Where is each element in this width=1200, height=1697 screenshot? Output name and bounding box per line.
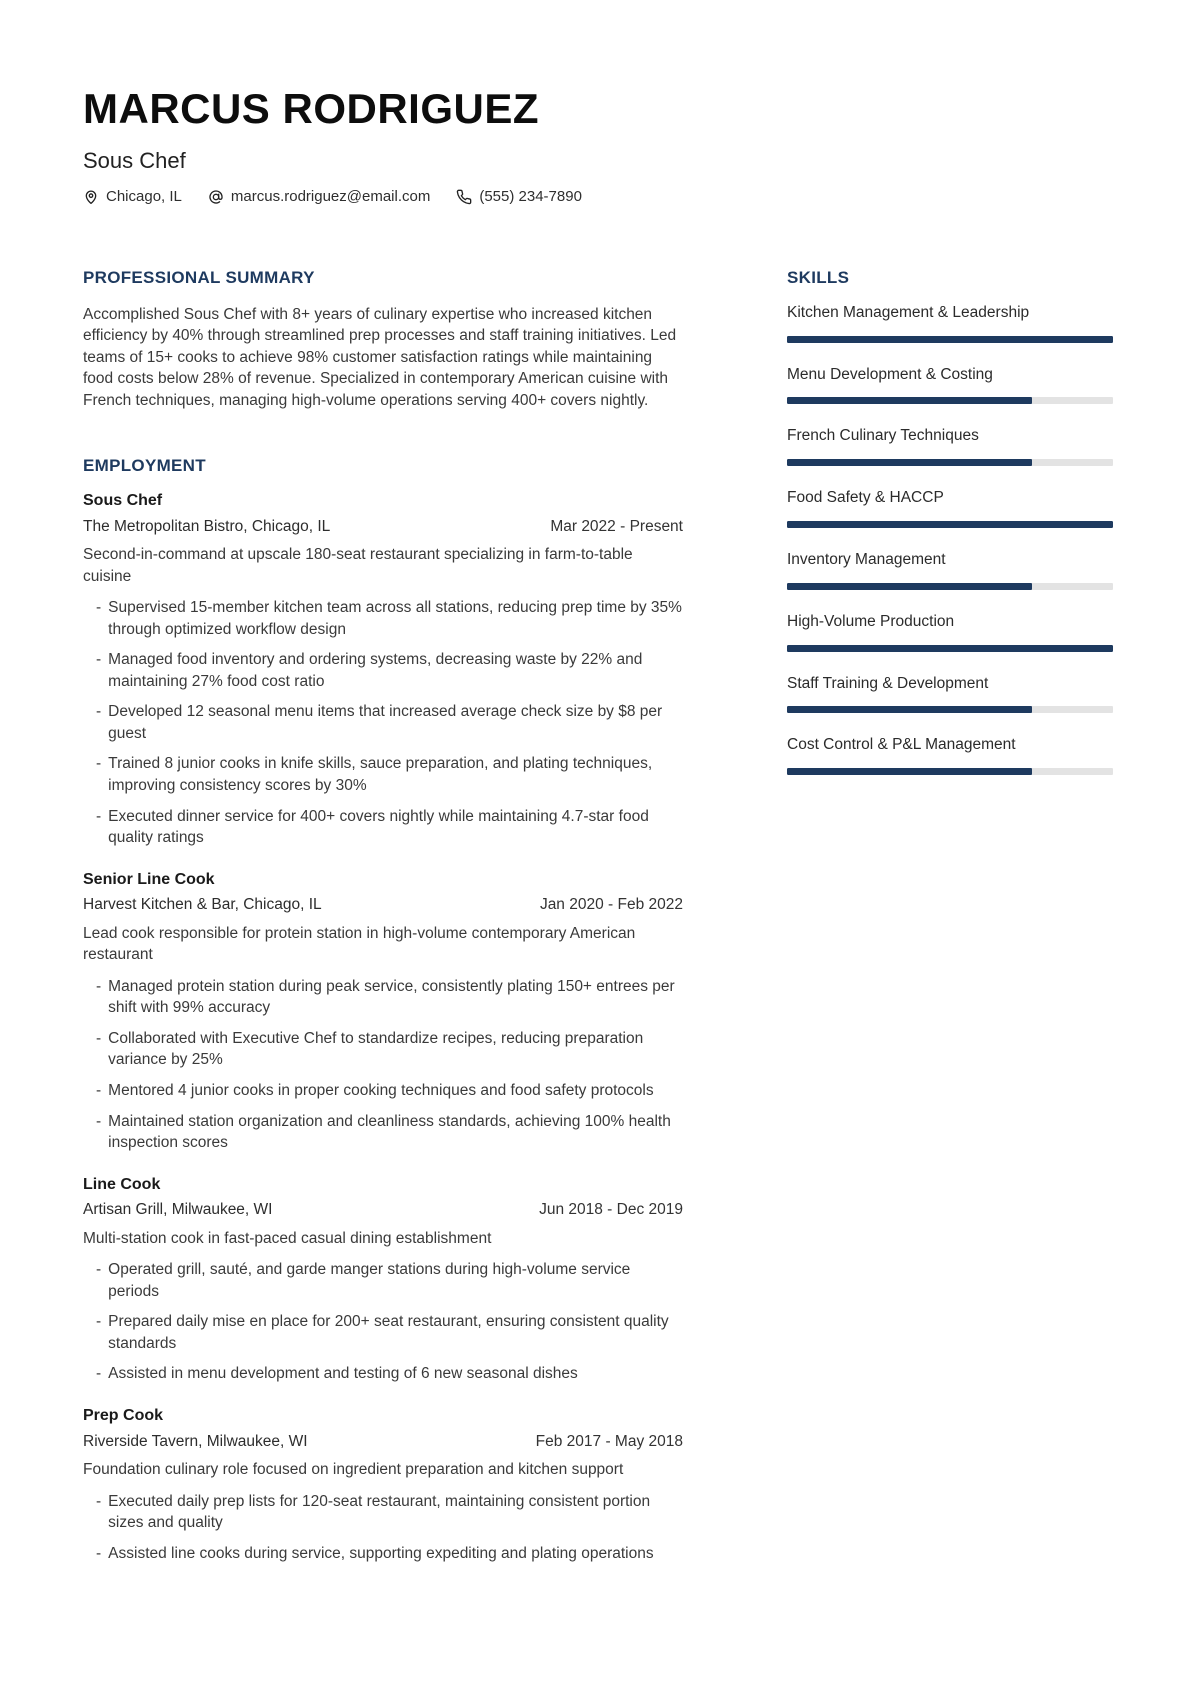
bullet-text: Assisted line cooks during service, supporting expediting and plating operations — [108, 1544, 654, 1562]
contact-location — [83, 188, 182, 205]
bullet-text: Developed 12 seasonal menu items that increased average check size by $8 per guest — [108, 703, 663, 742]
resume-header — [83, 85, 1113, 205]
job-bullet — [96, 1111, 683, 1154]
summary-heading: PROFESSIONAL SUMMARY — [83, 268, 315, 287]
contact-phone — [456, 188, 582, 205]
phone-icon — [456, 189, 472, 205]
bullet-dash: - — [96, 1365, 102, 1383]
employment-section — [83, 457, 683, 1564]
job-dates: Mar 2022 - Present — [550, 517, 683, 535]
skill-item — [787, 304, 1113, 343]
summary-text: Accomplished Sous Chef with 8+ years of culinary expertise who increased kitchen efficiency by 40% through streamlined prep processes and staff training initiatives. Led teams of 15+ cooks to achieve 98% customer satisfaction ratings while maintaining food costs below 28% of revenue. Specialized in contemporary American cuisine with French techniques, managing high-volume operations serving 400+ covers nightly. — [83, 305, 677, 409]
job-dates: Jun 2018 - Dec 2019 — [539, 1201, 683, 1219]
skills-list — [787, 304, 1113, 776]
skill-label: Kitchen Management & Leadership — [787, 303, 1030, 321]
candidate-title: Sous Chef — [83, 148, 186, 173]
employment-heading: EMPLOYMENT — [83, 456, 206, 476]
skill-bar-fill — [787, 645, 1113, 652]
bullet-text: Managed food inventory and ordering systems, decreasing waste by 22% and maintaining 27% food cost ratio — [108, 651, 643, 690]
job-bullet — [96, 1311, 683, 1354]
job-bullet-list — [83, 976, 683, 1154]
skill-bar-track — [787, 583, 1113, 590]
skill-item — [787, 736, 1113, 775]
job-bullet — [96, 1543, 683, 1565]
job-bullet — [96, 701, 683, 744]
bullet-text: Supervised 15-member kitchen team across all stations, reducing prep time by 35% through optimized workflow design — [108, 599, 682, 638]
job-meta-row — [83, 896, 683, 915]
skill-bar-track — [787, 336, 1113, 343]
bullet-dash: - — [96, 703, 102, 721]
skill-item — [787, 366, 1113, 405]
skill-bar-track — [787, 706, 1113, 713]
bullet-dash: - — [96, 755, 102, 773]
job-dates: Feb 2017 - May 2018 — [535, 1432, 683, 1450]
job-description: Foundation culinary role focused on ingredient preparation and kitchen support — [83, 1461, 624, 1479]
bullet-dash: - — [96, 1492, 102, 1510]
contact-phone-text: (555) 234-7890 — [479, 188, 582, 205]
bullet-text: Maintained station organization and cleanliness standards, achieving 100% health inspection scores — [108, 1112, 671, 1152]
skill-bar-track — [787, 397, 1113, 404]
job-entry — [83, 1407, 683, 1564]
job-entry — [83, 1176, 683, 1385]
job-entry — [83, 871, 683, 1154]
contact-email-text: marcus.rodriguez@email.com — [230, 188, 431, 205]
location-pin-icon — [83, 189, 99, 205]
contact-location-text: Chicago, IL — [106, 188, 182, 205]
job-title: Line Cook — [83, 1175, 161, 1193]
content-columns — [83, 269, 1113, 1564]
job-title: Sous Chef — [83, 492, 163, 510]
job-bullet-list — [83, 597, 683, 848]
skill-item — [787, 489, 1113, 528]
jobs-list — [83, 492, 683, 1564]
job-bullet — [96, 806, 683, 849]
skill-bar-track — [787, 768, 1113, 775]
contact-row — [83, 188, 1113, 205]
bullet-dash: - — [96, 1081, 102, 1099]
bullet-dash: - — [96, 1112, 102, 1130]
bullet-text: Collaborated with Executive Chef to standardize recipes, reducing preparation variance by 25% — [108, 1029, 644, 1069]
summary-section — [83, 269, 683, 411]
skill-item — [787, 613, 1113, 652]
skill-label: Food Safety & HACCP — [787, 489, 944, 507]
contact-email — [208, 188, 430, 205]
job-dates: Jan 2020 - Feb 2022 — [539, 896, 683, 914]
job-company: Harvest Kitchen & Bar, Chicago, IL — [83, 896, 322, 914]
main-column — [83, 269, 683, 1564]
bullet-dash: - — [96, 599, 102, 617]
skill-label: Menu Development & Costing — [787, 365, 993, 383]
bullet-dash: - — [96, 1544, 102, 1562]
job-company: The Metropolitan Bistro, Chicago, IL — [83, 517, 331, 535]
skill-bar-fill — [787, 336, 1113, 343]
job-bullet — [96, 1491, 683, 1534]
job-bullet — [96, 649, 683, 692]
skill-bar-fill — [787, 706, 1032, 713]
job-entry — [83, 492, 683, 849]
skill-bar-fill — [787, 459, 1032, 466]
job-description: Multi-station cook in fast-paced casual dining establishment — [83, 1229, 492, 1247]
skill-label: Inventory Management — [787, 550, 946, 568]
job-bullet — [96, 976, 683, 1019]
at-sign-icon — [208, 189, 224, 205]
job-company: Artisan Grill, Milwaukee, WI — [83, 1201, 273, 1219]
bullet-dash: - — [96, 807, 102, 825]
skill-bar-fill — [787, 397, 1032, 404]
job-bullet — [96, 1259, 683, 1302]
job-bullet — [96, 1363, 683, 1385]
candidate-name: MARCUS RODRIGUEZ — [83, 85, 539, 132]
bullet-dash: - — [96, 1029, 102, 1047]
skill-bar-fill — [787, 583, 1032, 590]
bullet-dash: - — [96, 651, 102, 669]
bullet-text: Executed daily prep lists for 120-seat restaurant, maintaining consistent portion sizes and quality — [108, 1492, 651, 1532]
bullet-dash: - — [96, 977, 102, 995]
job-bullet — [96, 597, 683, 640]
bullet-text: Mentored 4 junior cooks in proper cooking techniques and food safety protocols — [108, 1081, 654, 1099]
job-bullet — [96, 1028, 683, 1071]
job-description: Lead cook responsible for protein station in high-volume contemporary American restaurant — [83, 924, 636, 964]
bullet-text: Executed dinner service for 400+ covers nightly while maintaining 4.7-star food quality ratings — [108, 807, 649, 847]
job-bullet — [96, 1080, 683, 1102]
bullet-dash: - — [96, 1313, 102, 1331]
job-description: Second-in-command at upscale 180-seat restaurant specializing in farm-to-table cuisine — [83, 546, 633, 585]
job-meta-row — [83, 1201, 683, 1220]
job-meta-row — [83, 518, 683, 537]
skill-item — [787, 427, 1113, 466]
bullet-text: Trained 8 junior cooks in knife skills, sauce preparation, and plating techniques, improving consistency scores by 30% — [108, 755, 653, 794]
bullet-text: Managed protein station during peak service, consistently plating 150+ entrees per shift with 99% accuracy — [108, 977, 675, 1017]
job-meta-row — [83, 1433, 683, 1452]
skill-item — [787, 551, 1113, 590]
skills-heading: SKILLS — [787, 268, 850, 287]
job-title: Prep Cook — [83, 1406, 164, 1424]
job-bullet-list — [83, 1259, 683, 1385]
skill-item — [787, 675, 1113, 714]
skill-bar-track — [787, 645, 1113, 652]
skill-label: Cost Control & P&L Management — [787, 736, 1016, 754]
bullet-text: Assisted in menu development and testing of 6 new seasonal dishes — [108, 1365, 578, 1383]
skill-bar-fill — [787, 521, 1113, 528]
bullet-text: Operated grill, sauté, and garde manger stations during high-volume service periods — [108, 1261, 631, 1300]
skill-bar-track — [787, 459, 1113, 466]
skill-label: Staff Training & Development — [787, 674, 989, 692]
skill-label: French Culinary Techniques — [787, 427, 979, 445]
job-title: Senior Line Cook — [83, 870, 215, 888]
job-bullet-list — [83, 1491, 683, 1565]
bullet-text: Prepared daily mise en place for 200+ seat restaurant, ensuring consistent quality standards — [108, 1313, 669, 1352]
job-bullet — [96, 753, 683, 796]
skills-sidebar — [787, 269, 1113, 1564]
bullet-dash: - — [96, 1261, 102, 1279]
skill-bar-fill — [787, 768, 1032, 775]
job-company: Riverside Tavern, Milwaukee, WI — [83, 1432, 308, 1450]
skill-label: High-Volume Production — [787, 612, 955, 630]
skill-bar-track — [787, 521, 1113, 528]
